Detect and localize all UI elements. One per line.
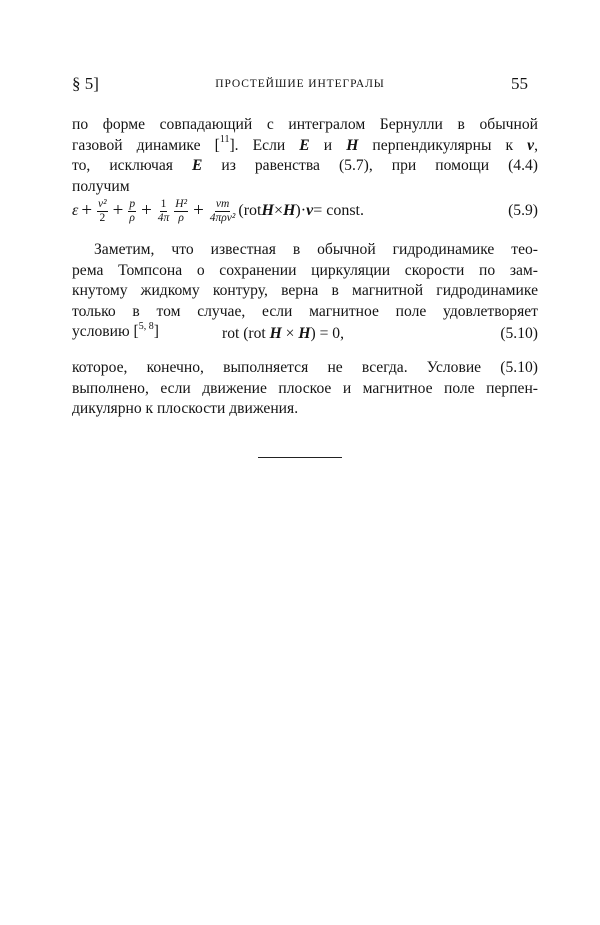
citation-ref: 11 [219,134,230,146]
text-line: Заметим, что известная в обычной гидродинамике тео- [94,241,538,258]
symbol-v: v [527,136,535,154]
text-line: кнутому жидкому контуру, верна в магнитной гидродинамике [72,282,538,299]
text-line: условию [$^{5, 8}$] [72,320,159,340]
equation-5-10 [72,325,538,347]
text-line: рема Томпсона о сохранении циркуляции скорости по зам- [72,261,538,279]
equation-5-9 [72,191,538,231]
fraction: $\frac{p}{\rho}$ [129,197,136,224]
fraction: $\frac{\nu m}{\text{4πρv²}}$ [209,197,236,224]
fraction: $\frac{\text{v²}}{2}$ [98,197,107,224]
running-title: ПРОСТЕЙШИЕ ИНТЕГРАЛЫ [215,78,385,90]
citation-ref: 5, 8 [138,320,154,332]
symbol-E: E [299,136,310,154]
end-of-section-rule [258,457,342,458]
equation-expression: rot (rot H × H) = 0, [222,325,344,342]
running-header [72,74,528,98]
section-marker: § 5] [72,74,99,93]
equation-expression: ε + $\frac{\text{v²}}{2}$ + $\frac{p}{\rho}$ + $\frac{1}{4\pi}$ $\frac{\text{H²}}{\rho}$ + $\frac{\nu m}{\text{4πρv²}}$ (rot H × H ) · v = const. [72,197,364,224]
equation-number: (5.10) [500,325,538,342]
text-line: выполнено, если движение плоское и магнитное поле перпен- [72,379,538,397]
text-line: дикулярно к плоскости движения. [72,400,299,417]
page-number: 55 [511,74,528,93]
fraction: $\frac{\text{H²}}{\rho}$ [175,197,188,224]
text-line: по форме совпадающий с интегралом Бернулли в обычной [72,116,538,133]
text-line: газовой динамике [$^{11}$]. Если E и H перпендикулярны к v, [72,134,538,154]
text-line: только в том случае, если магнитное поле удовлетворяет [72,302,538,320]
symbol-H: H [346,136,359,154]
paragraph-3 [72,358,538,420]
paragraph-1 [72,115,538,197]
text-line: которое, конечно, выполняется не всегда. Условие (5.10) [72,359,538,376]
equation-number: (5.9) [508,202,538,219]
text-line: то, исключая E из равенства (5.7), при помощи (4.4) [72,157,538,174]
symbol-E: E [191,157,203,174]
fraction: $\frac{1}{4\pi}$ [157,197,170,224]
text-line: получим [72,177,130,195]
